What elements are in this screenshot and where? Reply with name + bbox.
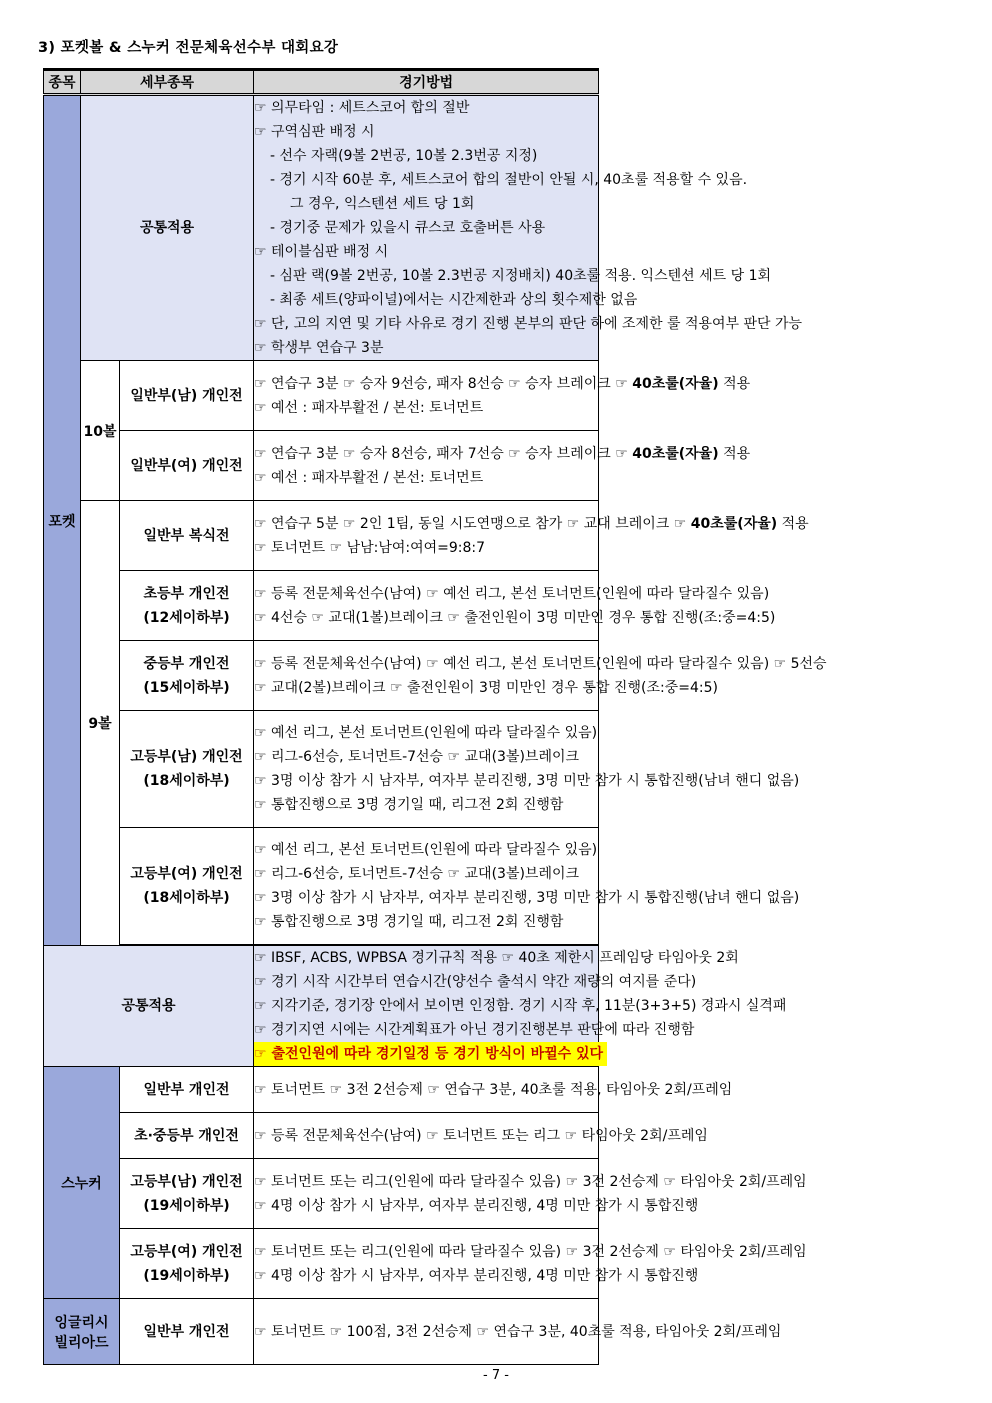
event-name: 고등부(남) 개인전 (18세이하부) [120, 711, 254, 828]
header-sport: 종목 [44, 70, 81, 95]
event-name: 일반부 개인전 [120, 1299, 254, 1365]
pocket-common-rules [254, 95, 803, 361]
table-row [44, 946, 945, 1067]
rule-line: ☞ 구역심판 배정 시 [254, 124, 375, 140]
rule-line: - 최종 세트(양파이널)에서는 시간제한과 상의 횟수제한 없음 [270, 292, 638, 308]
common-all-rules: ☞ IBSF, ACBS, WPBSA 경기규칙 적용 ☞ 40초 제한시 프레임당 타임아웃 2회 ☞ 경기 시작 시간부터 연습시간(양선수 출석시 약간 재량의 여지를 준다) ☞ 지각기준, 경기장 안에서 보이면 인정함. 경기 시작 후, 11분(3+3+5) 경과시 실격패 ☞ 경기지연 시에는 시간계획표가 아닌 경기진행본부 판단에 따라 진행함 ☞ 출전인원에 따라 경기일정 등 경기 방식이 바뀔수 있다 [254, 946, 599, 1067]
rule-line: ☞ 학생부 연습구 3분 [254, 340, 384, 356]
rule-line: - 심판 랙(9볼 2번공, 10볼 2.3번공 지정배치) 40초룰 적용. 익스텐션 세트 당 1회 [270, 268, 772, 284]
event-rules: ☞ 연습구 3분 ☞ 승자 9선승, 패자 8선승 ☞ 승자 브레이크 ☞ 40초룰(자율) 적용 ☞ 예선 : 패자부활전 / 본선: 토너먼트 [254, 361, 599, 431]
rule-line: 그 경우, 익스텐션 세트 당 1회 [290, 196, 475, 212]
rule-line: - 선수 자랙(9볼 2번공, 10볼 2.3번공 지정) [270, 148, 538, 164]
event-name: 일반부(남) 개인전 [120, 361, 254, 431]
table-row [44, 501, 945, 571]
table-row [44, 1229, 945, 1299]
event-name: 고등부(여) 개인전 (19세이하부) [120, 1229, 254, 1299]
common-all-label: 공통적용 [44, 946, 254, 1067]
subcategory-10ball: 10볼 [81, 361, 120, 501]
section-title: 3) 포켓볼 & 스누커 전문체육선수부 대회요강 [38, 40, 339, 56]
event-rules: ☞ 예선 리그, 본선 토너먼트(인원에 따라 달라질수 있음) ☞ 리그-6선승, 토너먼트-7선승 ☞ 교대(3볼)브레이크 ☞ 3명 이상 참가 시 남자부, 여자부 분리진행, 3명 미만 참가 시 통합진행(남녀 핸디 없음) ☞ 통합진행으로 3명 경기일 때, 리그전 2회 진행함 [254, 828, 599, 945]
category-snooker: 스누커 [44, 1067, 120, 1299]
rule-line: - 경기 시작 60분 후, 세트스코어 합의 절반이 안될 시, 40초룰 적용할 수 있음. [270, 172, 748, 188]
event-rules: ☞ 연습구 3분 ☞ 승자 8선승, 패자 7선승 ☞ 승자 브레이크 ☞ 40초룰(자율) 적용 ☞ 예선 : 패자부활전 / 본선: 토너먼트 [254, 431, 599, 501]
event-rules: ☞ 토너먼트 ☞ 3전 2선승제 ☞ 연습구 3분, 40초룰 적용, 타임아웃 2회/프레임 [254, 1067, 599, 1113]
table-row [44, 1159, 945, 1229]
event-name: 고등부(여) 개인전 (18세이하부) [120, 828, 254, 945]
header-method: 경기방법 [254, 70, 599, 95]
header-event: 세부종목 [81, 70, 254, 95]
table-row [44, 711, 945, 828]
pocket-common-label: 공통적용 [81, 95, 254, 361]
table-row [44, 361, 945, 431]
event-name: 중등부 개인전 (15세이하부) [120, 641, 254, 711]
rule-line: ☞ 테이블심판 배정 시 [254, 244, 389, 260]
event-name: 초등부 개인전 (12세이하부) [120, 571, 254, 641]
event-rules: ☞ 등록 전문체육선수(남여) ☞ 예선 리그, 본선 토너먼트(인원에 따라 달라질수 있음) ☞ 5선승 ☞ 교대(2볼)브레이크 ☞ 출전인원이 3명 미만인 경우 통합 진행(조:중=4:5) [254, 641, 599, 711]
table-row [44, 641, 945, 711]
subcategory-9ball: 9볼 [81, 501, 120, 946]
table-row [44, 828, 945, 945]
event-rules: ☞ 예선 리그, 본선 토너먼트(인원에 따라 달라질수 있음) ☞ 리그-6선승, 토너먼트-7선승 ☞ 교대(3볼)브레이크 ☞ 3명 이상 참가 시 남자부, 여자부 분리진행, 3명 미만 참가 시 통합진행(남녀 핸디 없음) ☞ 통합진행으로 3명 경기일 때, 리그전 2회 진행함 [254, 711, 599, 828]
rules-table [43, 68, 944, 1365]
table-row [44, 1299, 945, 1365]
category-english-billiards: 잉글리시 빌리아드 [44, 1299, 120, 1365]
event-rules: ☞ 토너먼트 ☞ 100점, 3전 2선승제 ☞ 연습구 3분, 40초룰 적용, 타임아웃 2회/프레임 [254, 1299, 599, 1365]
event-name: 일반부 개인전 [120, 1067, 254, 1113]
table-row [44, 1067, 945, 1113]
event-rules: ☞ 등록 전문체육선수(남여) ☞ 토너먼트 또는 리그 ☞ 타임아웃 2회/프레임 [254, 1113, 599, 1159]
event-name: 초·중등부 개인전 [120, 1113, 254, 1159]
rule-line: - 경기중 문제가 있을시 큐스코 호출버튼 사용 [270, 220, 546, 236]
event-name: 고등부(남) 개인전 (19세이하부) [120, 1159, 254, 1229]
page-number: - 7 - [483, 1368, 509, 1383]
table-row [44, 1113, 945, 1159]
event-name: 일반부 복식전 [120, 501, 254, 571]
event-rules: ☞ 등록 전문체육선수(남여) ☞ 예선 리그, 본선 토너먼트(인원에 따라 달라질수 있음) ☞ 4선승 ☞ 교대(1볼)브레이크 ☞ 출전인원이 3명 미만인 경우 통합 진행(조:중=4:5) [254, 571, 599, 641]
table-row [44, 571, 945, 641]
event-rules: ☞ 토너먼트 또는 리그(인원에 따라 달라질수 있음) ☞ 3전 2선승제 ☞ 타임아웃 2회/프레임 ☞ 4명 이상 참가 시 남자부, 여자부 분리진행, 4명 미만 참가 시 통합진행 [254, 1159, 599, 1229]
table-row [44, 95, 945, 361]
rule-line: ☞ 단, 고의 지연 및 기타 사유로 경기 진행 본부의 판단 하에 조제한 룰 적용여부 판단 가능 [254, 316, 803, 332]
event-rules: ☞ 연습구 5분 ☞ 2인 1팀, 동일 시도연맹으로 참가 ☞ 교대 브레이크 ☞ 40초룰(자율) 적용 ☞ 토너먼트 ☞ 남남:남여:여여=9:8:7 [254, 501, 599, 571]
event-rules: ☞ 토너먼트 또는 리그(인원에 따라 달라질수 있음) ☞ 3전 2선승제 ☞ 타임아웃 2회/프레임 ☞ 4명 이상 참가 시 남자부, 여자부 분리진행, 4명 미만 참가 시 통합진행 [254, 1229, 599, 1299]
category-pocket: 포켓 [44, 95, 81, 946]
table-header-row [44, 70, 945, 95]
table-row [44, 431, 945, 501]
rule-line: ☞ 의무타임 : 세트스코어 합의 절반 [254, 100, 470, 116]
event-name: 일반부(여) 개인전 [120, 431, 254, 501]
highlight-notice: ☞ 출전인원에 따라 경기일정 등 경기 방식이 바뀔수 있다 [254, 1042, 607, 1066]
